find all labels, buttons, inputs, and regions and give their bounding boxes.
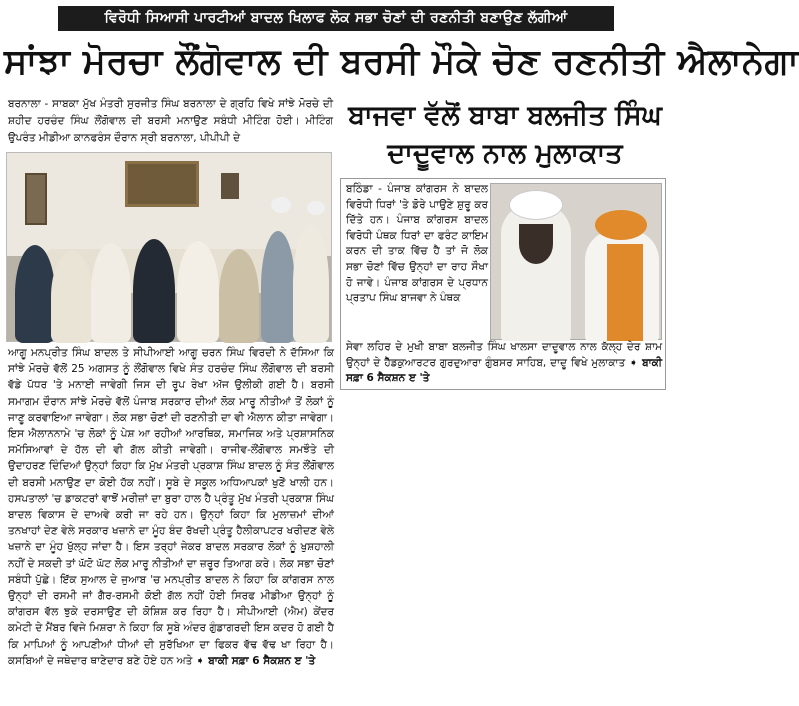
orange-turban bbox=[595, 210, 647, 240]
sidebar-paragraph-continued bbox=[346, 340, 662, 388]
white-turban bbox=[509, 190, 563, 220]
kicker-banner: ਵਿਰੋਧੀ ਸਿਆਸੀ ਪਾਰਟੀਆਂ ਬਾਦਲ ਖਿਲਾਫ ਲੋਕ ਸਭਾ ਚੋਣਾਂ ਦੀ ਰਣਨੀਤੀ ਬਣਾਉਣ ਲੱਗੀਆਂ bbox=[58, 6, 614, 31]
main-story-text: ਆਗੂ ਮਨਪ੍ਰੀਤ ਸਿੰਘ ਬਾਦਲ ਤੇ ਸੀਪੀਆਈ ਆਗੂ ਚਰਨ ਸਿੰਘ ਵਿਰਦੀ ਨੇ ਦੱਸਿਆ ਕਿ ਸਾਂਝੇ ਮੋਰਚੇ ਵੱਲੋਂ 25 ਅਗਸਤ ਨੂੰ ਲੌਂਗੋਵਾਲ ਵਿਖੇ ਸੰਤ ਹਰਚੰਦ ਸਿੰਘ ਲੌਂਗੋਵਾਲ ਦੀ ਬਰਸੀ ਵੱਡੇ ਪੱਧਰ 'ਤੇ ਮਨਾਈ ਜਾਵੇਗੀ ਜਿਸ ਦੀ ਰੂਪ ਰੇਖਾ ਅੱਜ ਉਲੀਕੀ ਗਈ ਹੈ। ਬਰਸੀ ਸਮਾਗਮ ਦੌਰਾਨ ਸਾਂਝੇ ਮੋਰਚੇ ਵੱਲੋਂ ਪੰਜਾਬ ਸਰਕਾਰ ਦੀਆਂ ਲੋਕ ਮਾਰੂ ਨੀਤੀਆਂ ਤੋਂ ਲੋਕਾਂ ਨੂੰ ਜਾਣੂ ਕਰਵਾਇਆ ਜਾਵੇਗਾ। ਲੋਕ ਸਭਾ ਚੋਣਾਂ ਦੀ ਰਣਨੀਤੀ ਦਾ ਵੀ ਐਲਾਨ ਕੀਤਾ ਜਾਵੇਗਾ। ਇਸ ਐਲਾਨਨਾਮੇ 'ਚ ਲੋਕਾਂ ਨੂੰ ਪੇਸ਼ ਆ ਰਹੀਆਂ ਆਰਥਿਕ, ਸਮਾਜਿਕ ਅਤੇ ਪ੍ਰਸ਼ਾਸਨਿਕ ਸਮੱਸਿਆਵਾਂ ਦੇ ਹੱਲ ਦੀ ਵੀ ਗੱਲ ਕੀਤੀ ਜਾਵੇਗੀ। ਰਾਜੀਵ-ਲੌਂਗੋਵਾਲ ਸਮਝੌਤੇ ਦੀ ਉਦਾਹਰਣ ਦਿੰਦਿਆਂ ਉਨ੍ਹਾਂ ਕਿਹਾ ਕਿ ਮੁੱਖ ਮੰਤਰੀ ਪ੍ਰਕਾਸ਼ ਸਿੰਘ ਬਾਦਲ ਨੂੰ ਸੰਤ ਲੌਂਗੋਵਾਲ ਦੀ ਬਰਸੀ ਮਨਾਉਣ ਦਾ ਕੋਈ ਹੱਕ ਨਹੀਂ। ਸੂਬੇ ਦੇ ਸਕੂਲ ਅਧਿਆਪਕਾਂ ਖੁਣੋਂ ਖਾਲੀ ਹਨ। ਹਸਪਤਾਲਾਂ 'ਚ ਡਾਕਟਰਾਂ ਵਾਝੋਂ ਮਰੀਜ਼ਾਂ ਦਾ ਬੁਰਾ ਹਾਲ ਹੈ ਪ੍ਰੰਤੂ ਮੁੱਖ ਮੰਤਰੀ ਪ੍ਰਕਾਸ਼ ਸਿੰਘ ਬਾਦਲ ਵਿਕਾਸ ਦੇ ਦਾਅਵੇ ਕਰੀ ਜਾ ਰਹੇ ਹਨ। ਉਨ੍ਹਾਂ ਕਿਹਾ ਕਿ ਮੁਲਾਜ਼ਮਾਂ ਦੀਆਂ ਤਨਖਾਹਾਂ ਦੇਣ ਵੇਲੇ ਸਰਕਾਰ ਖਜ਼ਾਨੇ ਦਾ ਮੂੰਹ ਬੰਦ ਰੱਖਦੀ ਪ੍ਰੰਤੂ ਹੈਲੀਕਾਪਟਰ ਖਰੀਦਣ ਵੇਲੇ ਖਜ਼ਾਨੇ ਦਾ ਮੂੰਹ ਖੁੱਲ੍ਹ ਜਾਂਦਾ ਹੈ। ਇਸ ਤਰ੍ਹਾਂ ਜੇਕਰ ਬਾਦਲ ਸਰਕਾਰ ਲੋਕਾਂ ਨੂੰ ਖੁਸ਼ਹਾਲੀ ਨਹੀਂ ਦੇ ਸਕਦੀ ਤਾਂ ਘੱਟੋ ਘੱਟ ਲੋਕ ਮਾਰੂ ਨੀਤੀਆਂ ਦਾ ਜ਼ਰੂਰ ਤਿਆਗ ਕਰੇ। ਲੋਕ ਸਭਾ ਚੋਣਾਂ ਸਬੰਧੀ ਪੁੱਛੇ। ਇੱਕ ਸੁਆਲ ਦੇ ਜੁਆਬ 'ਚ ਮਨਪ੍ਰੀਤ ਬਾਦਲ ਨੇ ਕਿਹਾ ਕਿ ਕਾਂਗਰਸ ਨਾਲ ਉਨ੍ਹਾਂ ਦੀ ਰਸਮੀ ਜਾਂ ਗੈਰ-ਰਸਮੀ ਕੋਈ ਗੱਲ ਨਹੀਂ ਹੋਈ ਸਿਰਫ ਮੀਡੀਆ ਉਨ੍ਹਾਂ ਨੂੰ ਕਾਂਗਰਸ ਵੱਲ ਝੁਕੇ ਦਰਸਾਉਣ ਦੀ ਕੋਸ਼ਿਸ਼ ਕਰ ਰਿਹਾ ਹੈ। ਸੀਪੀਆਈ (ਐਮ) ਕੇਂਦਰ ਕਮੇਟੀ ਦੇ ਮੈਂਬਰ ਵਿਜੇ ਮਿਸ਼ਰਾ ਨੇ ਕਿਹਾ ਕਿ ਸੂਬੇ ਅੰਦਰ ਗੁੰਡਾਗਰਦੀ ਇਸ ਕਦਰ ਹੋ ਗਈ ਹੈ ਕਿ ਮਾਪਿਆਂ ਨੂੰ ਆਪਣੀਆਂ ਧੀਆਂ ਦੀ ਸੁਰੱਖਿਆ ਦਾ ਫਿਕਰ ਵੱਢ ਵੱਢ ਖਾ ਰਿਹਾ ਹੈ। ਕਸਬਿਆਂ ਦੇ ਜਥੇਦਾਰ ਥਾਣੇਦਾਰ ਬਣੇ ਹੋਏ ਹਨ ਅਤੇ bbox=[8, 347, 334, 667]
sidebar-paragraph-end: ਸੇਵਾ ਲਹਿਰ ਦੇ ਮੁਖੀ ਬਾਬਾ ਬਲਜੀਤ ਸਿੰਘ ਖਾਲਸਾ ਦਾਦੂਵਾਲ ਨਾਲ ਕੱਲ੍ਹ ਦੇਰ ਸ਼ਾਮ ਉਨ੍ਹਾਂ ਦੇ ਹੈੱਡਕੁਆਰਟਰ ਗੁਰਦੁਆਰਾ ਗੁੰਬਸਰ ਸਾਹਿਬ, ਦਾਦੂ ਵਿਖੇ ਮੁਲਾਕਾਤ bbox=[346, 341, 662, 369]
orange-scarf bbox=[607, 244, 643, 341]
meeting-photo bbox=[6, 152, 332, 342]
main-story-body bbox=[8, 345, 334, 700]
lead-paragraph: ਬਰਨਾਲਾ - ਸਾਬਕਾ ਮੁੱਖ ਮੰਤਰੀ ਸੁਰਜੀਤ ਸਿੰਘ ਬਰਨਾਲਾ ਦੇ ਗ੍ਰਹਿ ਵਿਖੇ ਸਾਂਝੇ ਮੋਰਚੇ ਦੀ ਸ਼ਹੀਦ ਹਰਚੰਦ ਸਿੰਘ ਲੌਂਗੋਵਾਲ ਦੀ ਬਰਸੀ ਮਨਾਉਣ ਸਬੰਧੀ ਮੀਟਿੰਗ ਹੋਈ। ਮੀਟਿੰਗ ਉਪਰੰਤ ਮੀਡੀਆ ਕਾਨਫਰੰਸ ਦੌਰਾਨ ਸ੍ਰੀ ਬਰਨਾਲਾ, ਪੀਪੀਪੀ ਦੇ bbox=[8, 98, 333, 144]
wall-painting bbox=[125, 161, 199, 207]
main-story-continued-link[interactable]: ➧ ਬਾਕੀ ਸਫ਼ਾ 6 ਸੈਕਸ਼ਨ ੲ 'ਤੇ bbox=[195, 654, 316, 667]
page-headline: ਸਾਂਝਾ ਮੋਰਚਾ ਲੌਂਗੋਵਾਲ ਦੀ ਬਰਸੀ ਮੌਕੇ ਚੋਣ ਰਣਨੀਤੀ ਐਲਾਨੇਗਾ bbox=[4, 42, 799, 82]
beard bbox=[519, 224, 553, 264]
wall-frame-left bbox=[25, 173, 47, 225]
wall-frame-right bbox=[221, 173, 239, 199]
bajwa-dadoowal-photo bbox=[490, 183, 662, 340]
sidebar-paragraph: ਬਠਿੰਡਾ - ਪੰਜਾਬ ਕਾਂਗਰਸ ਨੇ ਬਾਦਲ ਵਿਰੋਧੀ ਧਿਰਾਂ 'ਤੇ ਡੋਰੇ ਪਾਉਣੇ ਸ਼ੁਰੂ ਕਰ ਦਿੱਤੇ ਹਨ। ਪੰਜਾਬ ਕਾਂਗਰਸ ਬਾਦਲ ਵਿਰੋਧੀ ਪੰਥਕ ਧਿਰਾਂ ਦਾ ਫਰੰਟ ਕਾਇਮ ਕਰਨ ਦੀ ਤਾਕ ਵਿੱਚ ਹੈ ਤਾਂ ਜੋ ਲੋਕ ਸਭਾ ਚੋਣਾਂ ਵਿੱਚ ਉਨ੍ਹਾਂ ਦਾ ਰਾਹ ਸੌਖਾ ਹੋ ਜਾਵੇ। ਪੰਜਾਬ ਕਾਂਗਰਸ ਦੇ ਪ੍ਰਧਾਨ ਪ੍ਰਤਾਪ ਸਿੰਘ ਬਾਜਵਾ ਨੇ ਪੰਥਕ bbox=[346, 183, 488, 305]
sidebar-continued-link[interactable]: ➧ ਬਾਕੀ ਸਫ਼ਾ 6 ਸੈਕਸ਼ਨ ੲ 'ਤੇ bbox=[346, 356, 662, 385]
sidebar-headline: ਬਾਜਵਾ ਵੱਲੋਂ ਬਾਬਾ ਬਲਜੀਤ ਸਿੰਘ ਦਾਦੂਵਾਲ ਨਾਲ ਮੁਲਾਕਾਤ bbox=[348, 100, 662, 169]
